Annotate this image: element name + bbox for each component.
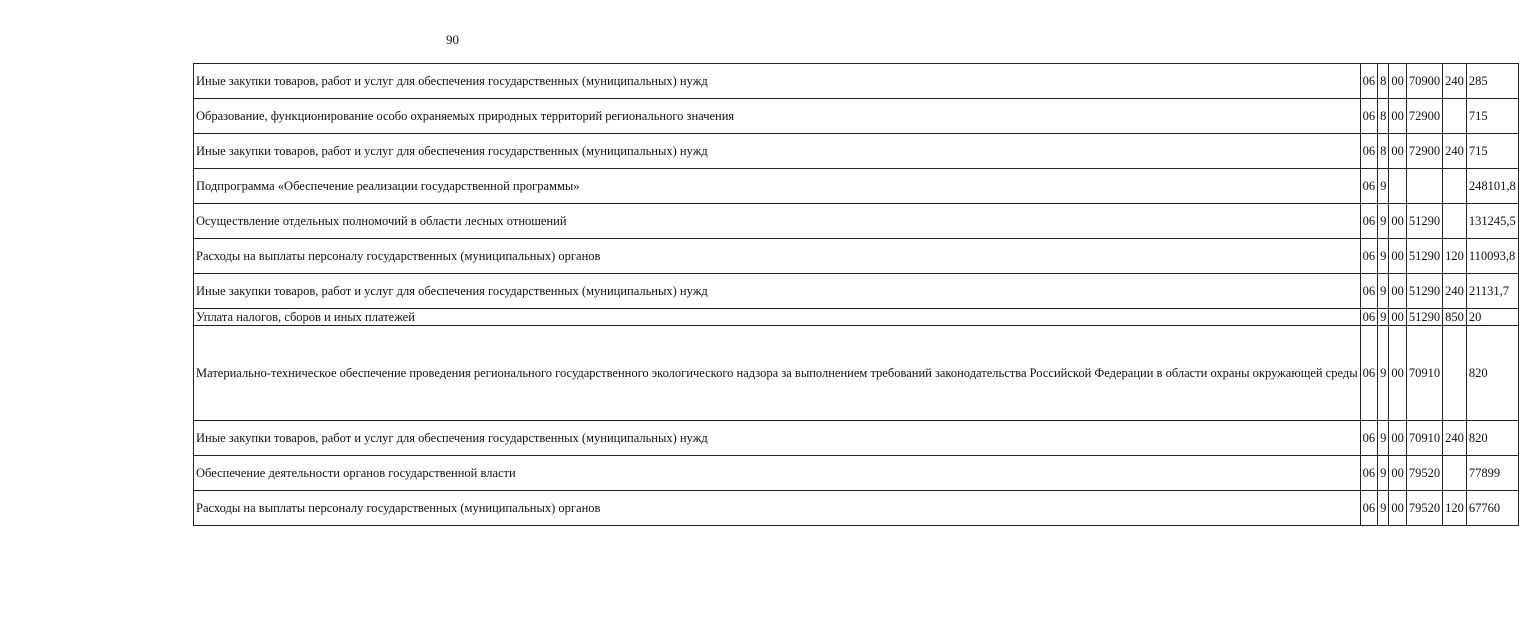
target-article-code: 51290: [1406, 309, 1442, 326]
expense-type-code: 120: [1443, 239, 1467, 274]
section-code: 06: [1360, 204, 1378, 239]
section-code: 06: [1360, 456, 1378, 491]
table-row: [194, 326, 1519, 421]
subsection-code: 9: [1378, 274, 1389, 309]
expense-name: Уплата налогов, сборов и иных платежей: [194, 309, 1361, 326]
amount: 820: [1466, 421, 1518, 456]
target-article-prefix: 00: [1389, 99, 1407, 134]
target-article-code: 72900: [1406, 99, 1442, 134]
target-article-prefix: 00: [1389, 134, 1407, 169]
expense-type-code: [1443, 204, 1467, 239]
amount: 77899: [1466, 456, 1518, 491]
expense-type-code: 240: [1443, 134, 1467, 169]
target-article-prefix: 00: [1389, 326, 1407, 421]
amount: 110093,8: [1466, 239, 1518, 274]
section-code: 06: [1360, 64, 1378, 99]
amount: 20: [1466, 309, 1518, 326]
expense-type-code: 850: [1443, 309, 1467, 326]
table-row: [194, 456, 1519, 491]
table-row: [194, 421, 1519, 456]
expense-type-code: [1443, 99, 1467, 134]
subsection-code: 8: [1378, 64, 1389, 99]
target-article-code: 51290: [1406, 274, 1442, 309]
target-article-code: 51290: [1406, 204, 1442, 239]
expense-name: Иные закупки товаров, работ и услуг для обеспечения государственных (муниципальных) нужд: [194, 134, 1361, 169]
target-article-prefix: [1389, 169, 1407, 204]
expense-type-code: [1443, 169, 1467, 204]
expense-type-code: 240: [1443, 64, 1467, 99]
expense-name: Подпрограмма «Обеспечение реализации государственной программы»: [194, 169, 1361, 204]
subsection-code: 9: [1378, 169, 1389, 204]
target-article-code: 72900: [1406, 134, 1442, 169]
expense-type-code: [1443, 456, 1467, 491]
table-row: [194, 274, 1519, 309]
table-row: [194, 239, 1519, 274]
section-code: 06: [1360, 134, 1378, 169]
subsection-code: 9: [1378, 456, 1389, 491]
target-article-code: 51290: [1406, 239, 1442, 274]
table-row: [194, 309, 1519, 326]
subsection-code: 9: [1378, 204, 1389, 239]
expense-name: Расходы на выплаты персоналу государственных (муниципальных) органов: [194, 491, 1361, 526]
section-code: 06: [1360, 169, 1378, 204]
table-row: [194, 169, 1519, 204]
expense-name: Обеспечение деятельности органов государственной власти: [194, 456, 1361, 491]
target-article-code: 70900: [1406, 64, 1442, 99]
amount: 131245,5: [1466, 204, 1518, 239]
expense-name: Осуществление отдельных полномочий в области лесных отношений: [194, 204, 1361, 239]
target-article-code: 70910: [1406, 326, 1442, 421]
target-article-code: 70910: [1406, 421, 1442, 456]
amount: 67760: [1466, 491, 1518, 526]
subsection-code: 9: [1378, 239, 1389, 274]
table-row: [194, 491, 1519, 526]
amount: 715: [1466, 99, 1518, 134]
budget-table: [193, 63, 1519, 526]
expense-name: Иные закупки товаров, работ и услуг для обеспечения государственных (муниципальных) нужд: [194, 274, 1361, 309]
subsection-code: 9: [1378, 421, 1389, 456]
table-row: [194, 64, 1519, 99]
target-article-code: 79520: [1406, 456, 1442, 491]
expense-type-code: 240: [1443, 274, 1467, 309]
section-code: 06: [1360, 491, 1378, 526]
subsection-code: 8: [1378, 99, 1389, 134]
amount: 21131,7: [1466, 274, 1518, 309]
table-row: [194, 99, 1519, 134]
section-code: 06: [1360, 421, 1378, 456]
target-article-prefix: 00: [1389, 421, 1407, 456]
target-article-code: [1406, 169, 1442, 204]
target-article-prefix: 00: [1389, 456, 1407, 491]
target-article-code: 79520: [1406, 491, 1442, 526]
subsection-code: 9: [1378, 309, 1389, 326]
target-article-prefix: 00: [1389, 309, 1407, 326]
target-article-prefix: 00: [1389, 491, 1407, 526]
section-code: 06: [1360, 239, 1378, 274]
section-code: 06: [1360, 309, 1378, 326]
section-code: 06: [1360, 274, 1378, 309]
expense-type-code: 120: [1443, 491, 1467, 526]
target-article-prefix: 00: [1389, 64, 1407, 99]
subsection-code: 8: [1378, 134, 1389, 169]
expense-name: Расходы на выплаты персоналу государственных (муниципальных) органов: [194, 239, 1361, 274]
subsection-code: 9: [1378, 326, 1389, 421]
target-article-prefix: 00: [1389, 239, 1407, 274]
target-article-prefix: 00: [1389, 204, 1407, 239]
expense-name: Материально-техническое обеспечение проведения регионального государственного экологического надзора за выполнением требований законодательства Российской Федерации в области охраны окружающей среды: [194, 326, 1361, 421]
amount: 285: [1466, 64, 1518, 99]
subsection-code: 9: [1378, 491, 1389, 526]
expense-name: Образование, функционирование особо охраняемых природных территорий регионального значения: [194, 99, 1361, 134]
expense-name: Иные закупки товаров, работ и услуг для обеспечения государственных (муниципальных) нужд: [194, 421, 1361, 456]
expense-name: Иные закупки товаров, работ и услуг для обеспечения государственных (муниципальных) нужд: [194, 64, 1361, 99]
section-code: 06: [1360, 99, 1378, 134]
table-row: [194, 134, 1519, 169]
target-article-prefix: 00: [1389, 274, 1407, 309]
amount: 248101,8: [1466, 169, 1518, 204]
section-code: 06: [1360, 326, 1378, 421]
expense-type-code: [1443, 326, 1467, 421]
table-row: [194, 204, 1519, 239]
amount: 820: [1466, 326, 1518, 421]
expense-type-code: 240: [1443, 421, 1467, 456]
page-number: 90: [446, 32, 459, 47]
amount: 715: [1466, 134, 1518, 169]
